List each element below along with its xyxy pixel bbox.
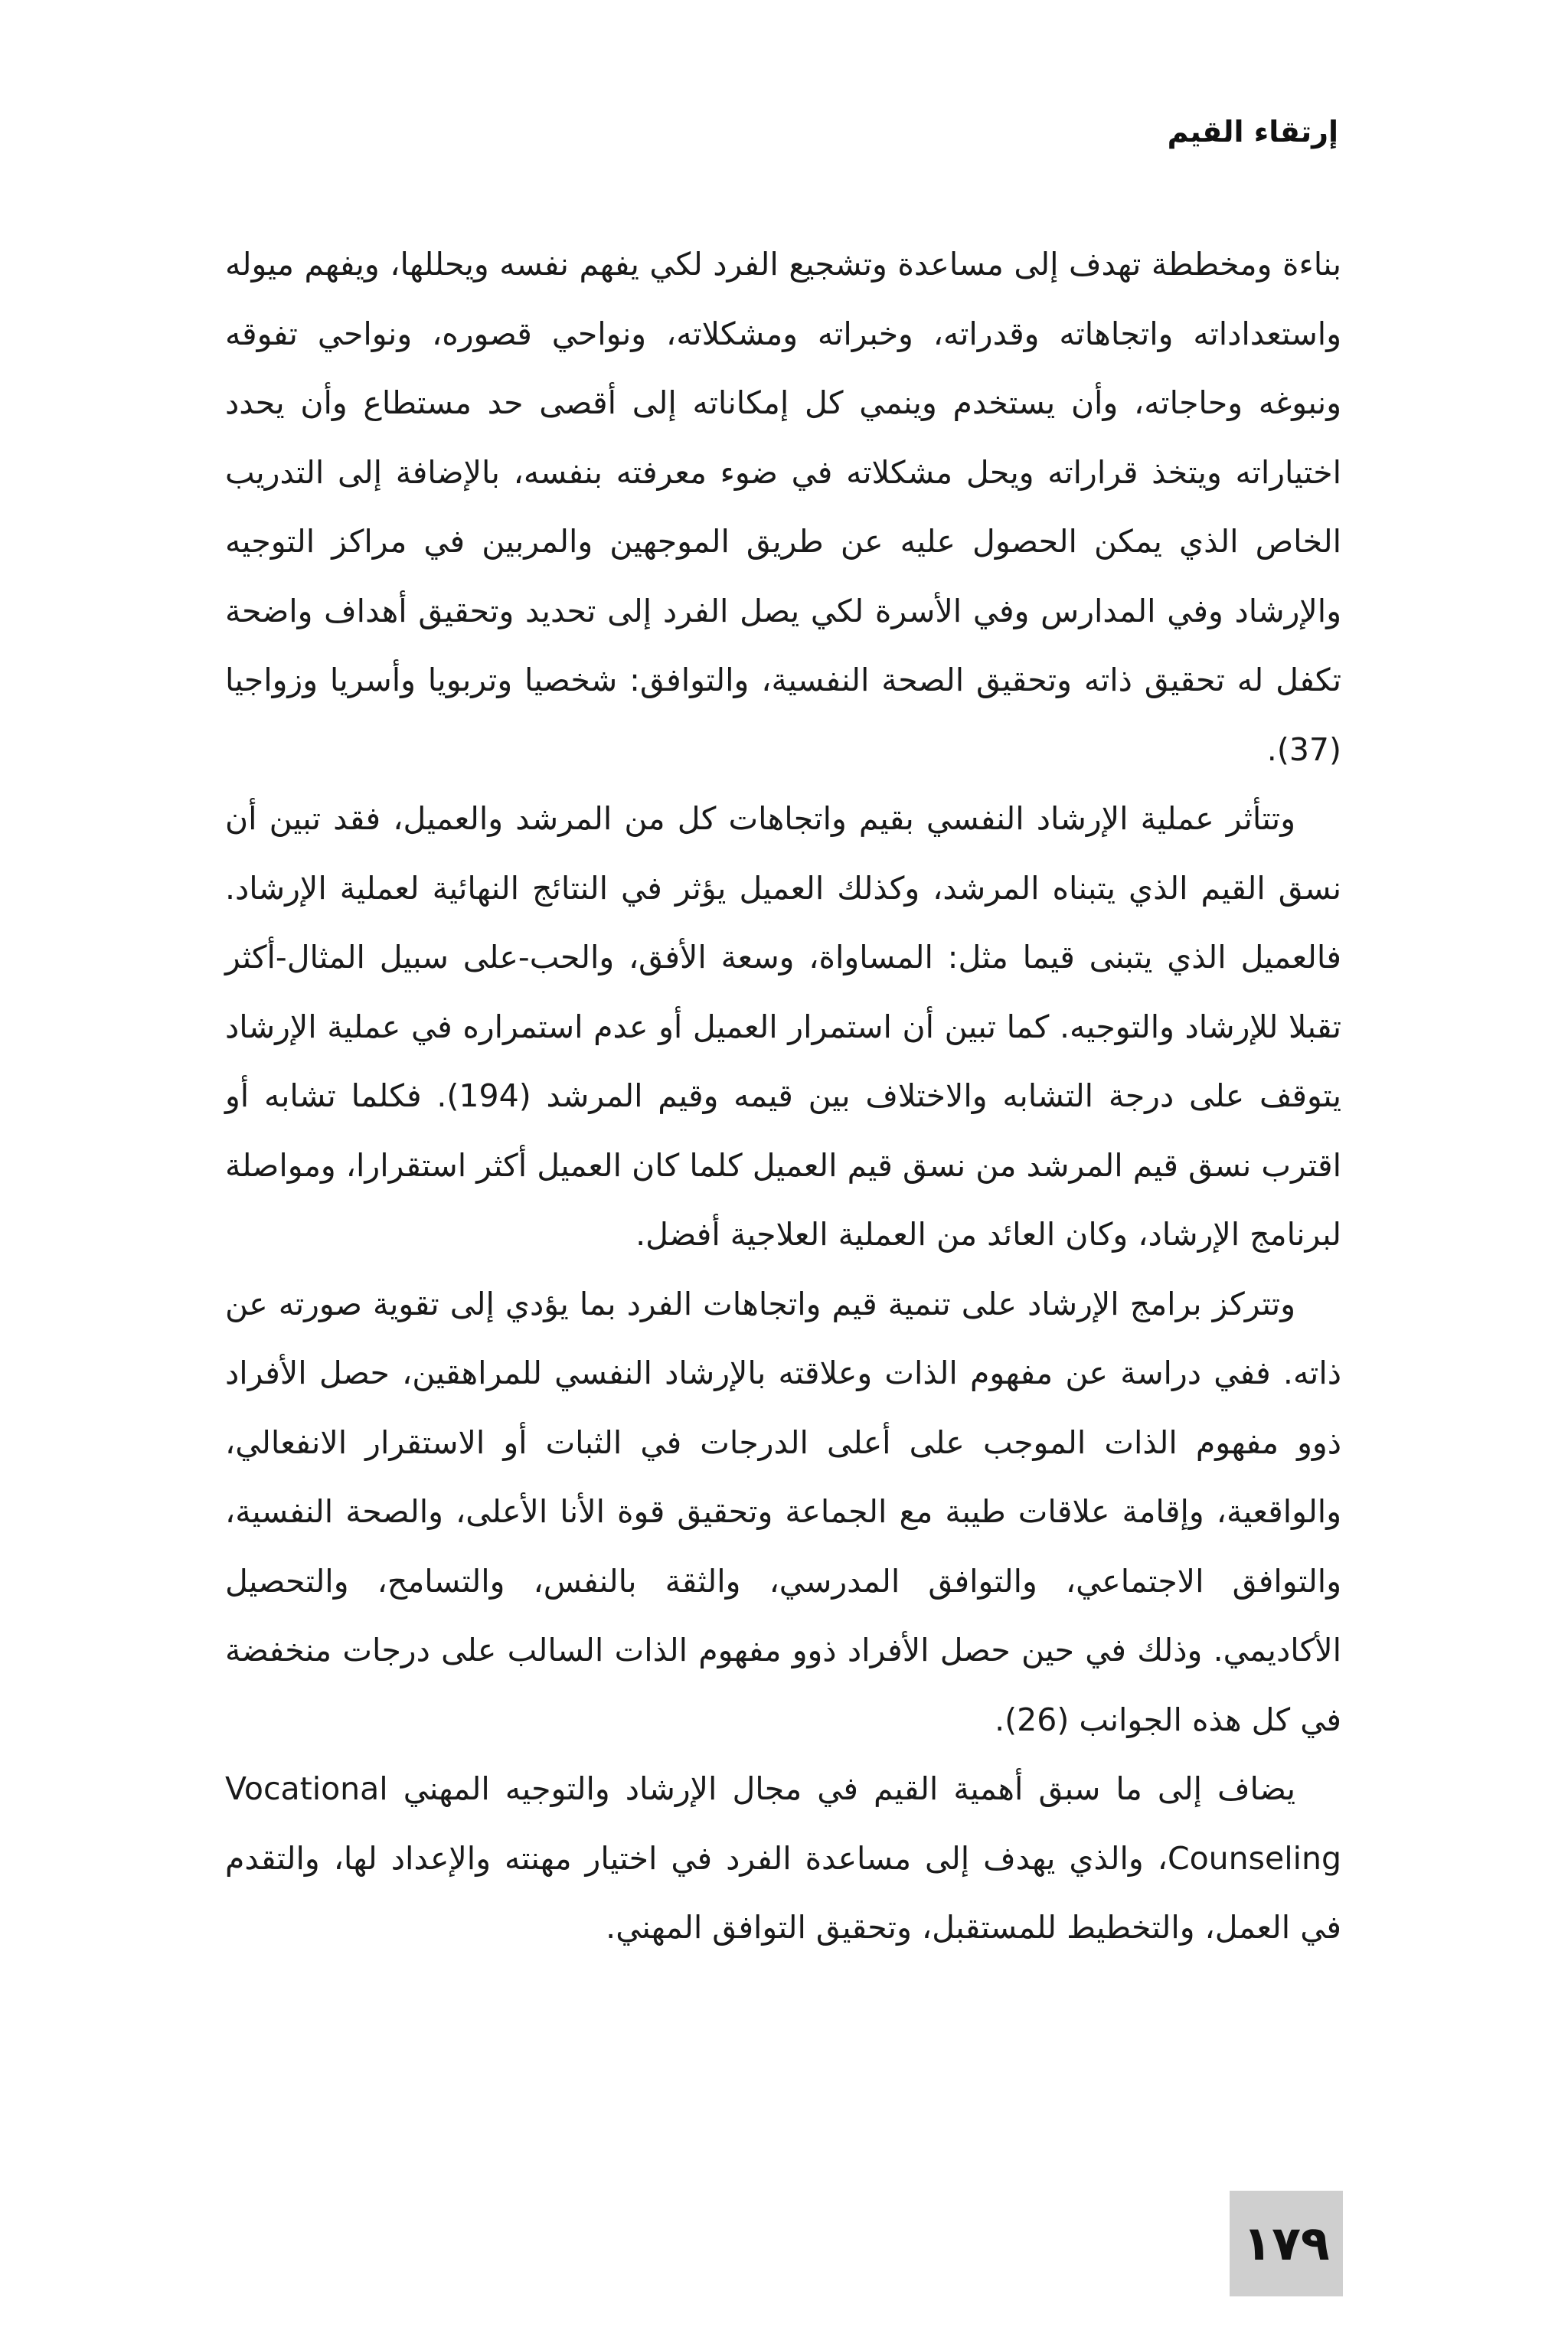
paragraph-2: وتتأثر عملية الإرشاد النفسي بقيم واتجاهات كل من المرشد والعميل، فقد تبين أن نسق القيم الذي يتبناه المرشد، وكذلك العميل يؤثر في النتائج النهائية لعملية الإرشاد. فالعميل الذي يتبنى قيما مثل: المساواة، وسعة الأفق، والحب-على سبيل المثال-أكثر تقبلا للإرشاد والتوجيه. كما تبين أن استمرار العميل أو عدم استمراره في عملية الإرشاد يتوقف على درجة التشابه والاختلاف بين قيمه وقيم المرشد (194). فكلما تشابه أو اقترب نسق قيم المرشد من نسق قيم العميل كلما كان العميل أكثر استقرارا، ومواصلة لبرنامج الإرشاد، وكان العائد من العملية العلاجية أفضل. <box>225 800 1341 1253</box>
running-header: إرتقاء القيم <box>1167 115 1338 149</box>
paragraph-1: بناءة ومخططة تهدف إلى مساعدة وتشجيع الفرد لكي يفهم نفسه ويحللها، ويفهم ميوله واستعداداته واتجاهاته وقدراته، وخبراته ومشكلاته، ونواحي قصوره، ونواحي تفوقه ونبوغه وحاجاته، وأن يستخدم وينمي كل إمكاناته إلى أقصى حد مستطاع وأن يحدد اختياراته ويتخذ قراراته ويحل مشكلاته في ضوء معرفته بنفسه، بالإضافة إلى التدريب الخاص الذي يمكن الحصول عليه عن طريق الموجهين والمربين في مراكز التوجيه والإرشاد وفي المدارس وفي الأسرة لكي يصل الفرد إلى تحديد وتحقيق أهداف واضحة تكفل له تحقيق ذاته وتحقيق الصحة النفسية، والتوافق: شخصيا وتربويا وأسريا وزواجيا (37). <box>225 246 1341 768</box>
page-number: ١٧٩ <box>1243 2215 1330 2271</box>
body-text <box>225 230 1341 1963</box>
page-number-box <box>1230 2191 1343 2296</box>
paragraph-4: يضاف إلى ما سبق أهمية القيم في مجال الإرشاد والتوجيه المهني Vocational Counseling، والذي يهدف إلى مساعدة الفرد في اختيار مهنته والإعداد لها، والتقدم في العمل، والتخطيط للمستقبل، وتحقيق التوافق المهني. <box>225 1770 1341 1946</box>
paragraph-3: وتتركز برامج الإرشاد على تنمية قيم واتجاهات الفرد بما يؤدي إلى تقوية صورته عن ذاته. ففي دراسة عن مفهوم الذات وعلاقته بالإرشاد النفسي للمراهقين، حصل الأفراد ذوو مفهوم الذات الموجب على أعلى الدرجات في الثبات أو الاستقرار الانفعالي، والواقعية، وإقامة علاقات طيبة مع الجماعة وتحقيق قوة الأنا الأعلى، والصحة النفسية، والتوافق الاجتماعي، والتوافق المدرسي، والثقة بالنفس، والتسامح، والتحصيل الأكاديمي. وذلك في حين حصل الأفراد ذوو مفهوم الذات السالب على درجات منخفضة في كل هذه الجوانب (26). <box>225 1285 1341 1738</box>
